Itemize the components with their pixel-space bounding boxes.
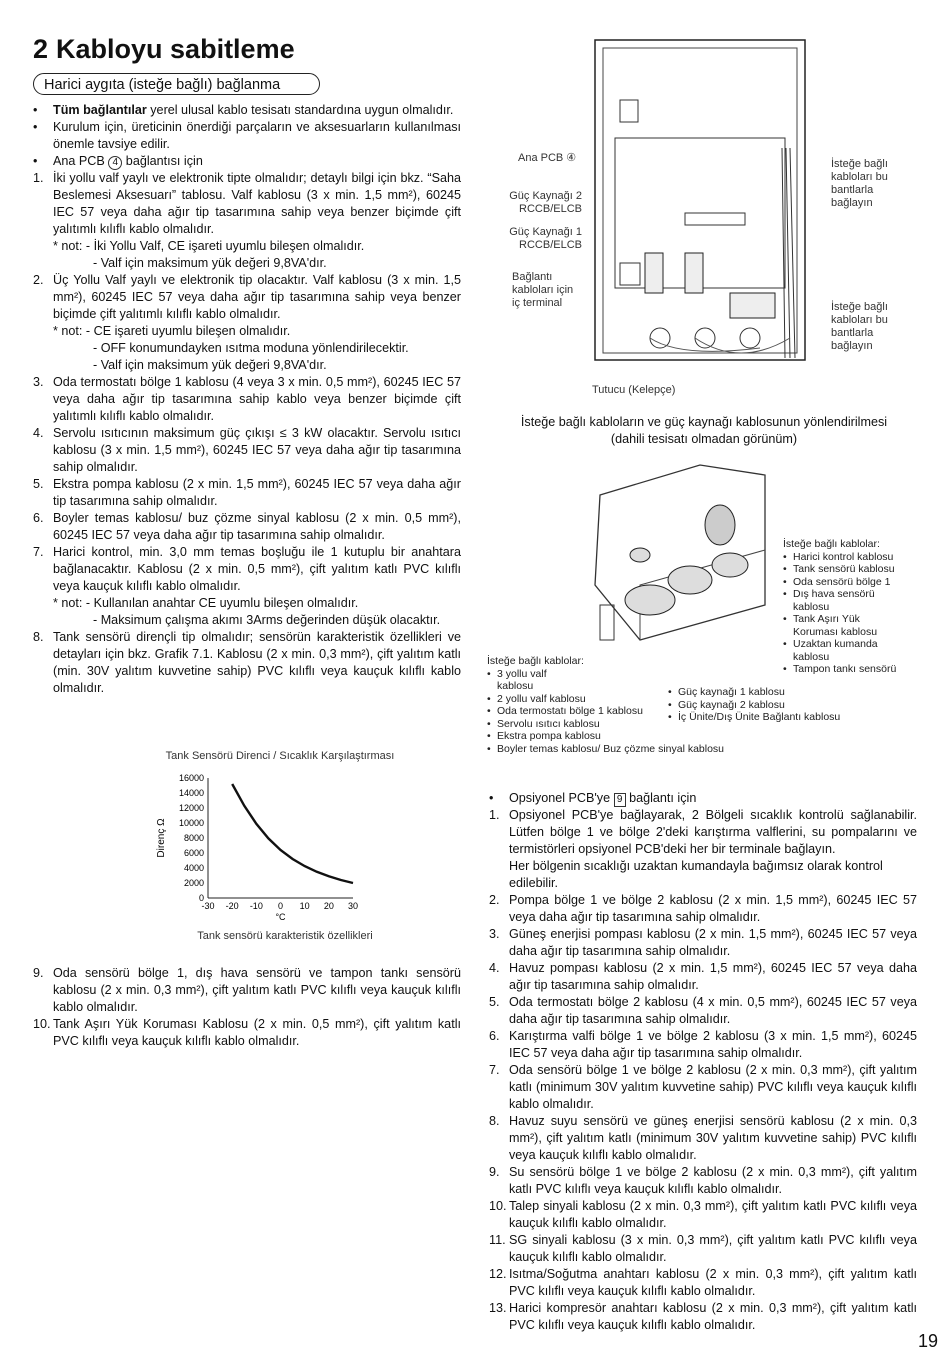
right-column	[489, 790, 917, 1334]
list-item: • Tank sensörü kablosu	[783, 563, 895, 575]
page-title	[33, 34, 295, 65]
list-item: • Uzaktan kumanda kablosu	[783, 638, 878, 663]
y-tick-label: 16000	[178, 773, 204, 783]
list-item: 9. Su sensörü bölge 1 ve bölge 2 kablosu (2 x min. 0,3 mm²), çift yalıtım katlı PVC kılıflı veya kauçuk kılıflı kablo olmalıdır.	[489, 1165, 917, 1196]
note-text: - Valf için maksimum yük değeri 9,8VA'dır.	[93, 256, 327, 270]
x-tick-label: 0	[277, 901, 284, 911]
x-tick-label: 20	[323, 901, 334, 911]
y-tick-label: 4000	[183, 863, 204, 873]
list-item: • Tampon tankı sensörü	[783, 663, 897, 675]
list-item: • Oda sensörü bölge 1	[783, 575, 891, 588]
y-tick-label: 10000	[178, 818, 204, 828]
list-item: 3. Güneş enerjisi pompası kablosu (2 x min. 1,5 mm²), 60245 IEC 57 veya daha ağır tip tasarımına sahip olmalıdır.	[489, 927, 917, 958]
note-text: * not: - CE işareti uyumlu bileşen olmalıdır.	[53, 324, 291, 338]
y-axis-label: Direnç Ω	[156, 818, 167, 858]
list-item: 1. İki yollu valf yaylı ve elektronik tipte olmalıdır; detaylı bilgi için bkz. “Saha Beslemesi Aksesuarı” tablosu. Valf kablosu (3 x min. 1,5 mm²), 60245 IEC 57 veya daha ağır tip tasarımına sahip veya benzer biçimde çift yalıtımlı kılıflı kablo olmalıdır.	[33, 171, 461, 236]
section-pill: Harici aygıta (isteğe bağlı) bağlanma	[33, 73, 320, 95]
label-istege-2: İsteğe bağlı kabloları bu bantlarla bağlayın	[831, 301, 888, 352]
list-item: 1. Opsiyonel PCB'ye bağlayarak, 2 Bölgeli sıcaklık kontrolü sağlanabilir. Lütfen bölge 1 ve bölge 2'deki karıştırma valflerini, su pompalarını ve termistörleri opsiyonel PCB'deki her bir terminale bağlayın.	[489, 808, 917, 856]
list-item: • Tank Aşırı Yük Koruması kablosu	[783, 613, 878, 638]
list-item: • Güç kaynağı 1 kablosu	[668, 686, 785, 698]
resistance-chart	[150, 770, 380, 925]
label-tutucu: Tutucu (Kelepçe)	[592, 384, 676, 396]
list-item: • İç Ünite/Dış Ünite Bağlantı kablosu	[668, 711, 841, 723]
x-tick-label: -30	[201, 901, 215, 911]
label-ana-pcb: Ana PCB ④	[518, 152, 577, 164]
y-tick-label: 2000	[183, 878, 204, 888]
list-item: 12. Isıtma/Soğutma anahtarı kablosu (2 x min. 0,3 mm²), çift yalıtım katlı PVC kılıflı veya kauçuk kılıflı kablo olmalıdır.	[489, 1267, 917, 1298]
left-column-lower	[33, 965, 461, 1050]
list-item: 13. Harici kompresör anahtarı kablosu (2 x min. 0,3 mm²), çift yalıtım katlı PVC kılıflı veya kauçuk kılıflı kablo olmalıdır.	[489, 1301, 917, 1332]
section-number: 2	[33, 34, 49, 64]
section-title: Kabloyu sabitleme	[56, 34, 295, 64]
chart-title: Tank Sensörü Direnci / Sıcaklık Karşılaştırması	[165, 750, 395, 762]
left-column-upper	[33, 102, 461, 697]
page-number: 19	[917, 1331, 938, 1351]
list-item: 5. Ekstra pompa kablosu (2 x min. 1,5 mm²), 60245 IEC 57 veya daha ağır tip tasarımına sahip olmalıdır.	[33, 477, 461, 508]
list-item: 10. Talep sinyali kablosu (2 x min. 0,3 mm²), çift yalıtım katlı PVC kılıflı veya kauçuk kılıflı kablo olmalıdır.	[489, 1199, 917, 1230]
right-list: İsteğe bağlı kablolar: • Harici kontrol kablosu • Tank sensörü kablosu • Oda sensörü bölge 1 • Dış hava sensörü kablosu • Tank Aşırı Yük Koruması kablosu • Uzaktan kumanda kablosu • Tampon tankı sensörü	[783, 538, 897, 675]
note-text: * not: - İki Yollu Valf, CE işareti uyumlu bileşen olmalıdır.	[53, 239, 365, 253]
label-istege-1: İsteğe bağlı kabloları bu bantlarla bağlayın	[831, 158, 888, 209]
note-text: - OFF konumundayken ısıtma moduna yönlendirilecektir.	[93, 341, 409, 355]
left-list: İsteğe bağlı kablolar: • 3 yollu valf kablosu • 2 yollu valf kablosu • Oda termostatı bölge 1 kablosu • Servolu ısıtıcı kablosu • Ekstra pompa kablosu • Boyler temas kablosu/ Buz çözme sinyal kablosu	[487, 655, 725, 755]
label-guc2: Güç Kaynağı 2 RCCB/ELCB	[509, 190, 582, 215]
circle-number-icon: 4	[108, 156, 122, 170]
x-tick-label: -20	[225, 901, 239, 911]
list-item: • Ana PCB 4 bağlantısı için	[33, 154, 203, 168]
y-tick-label: 6000	[183, 848, 204, 858]
list-item: 6. Boyler temas kablosu/ buz çözme sinyal kablosu (2 x min. 0,5 mm²), 60245 IEC 57 veya daha ağır tip tasarımına sahip olmalıdır.	[33, 511, 461, 542]
list-item: 9. Oda sensörü bölge 1, dış hava sensörü ve tampon tankı sensörü kablosu (2 x min. 0,3 mm²), çift yalıtım katlı PVC kılıflı veya kauçuk kılıflı kablo olmalıdır.	[33, 966, 461, 1014]
cable-entry-diagram	[580, 455, 780, 655]
diagram1-caption: İsteğe bağlı kabloların ve güç kaynağı kablosunun yönlendirilmesi (dahili tesisatı olmadan görünüm)	[520, 415, 888, 446]
list-item: 8. Havuz suyu sensörü ve güneş enerjisi sensörü kablosu (2 x min. 0,3 mm²), çift yalıtım katlı (minimum 30V yalıtım kuvvetine sahip) PVC kılıflı veya kauçuk kılıflı kablo olmalıdır.	[489, 1114, 917, 1162]
chart-caption: Tank sensörü karakteristik özellikleri	[197, 930, 373, 942]
list-item: 10. Tank Aşırı Yük Koruması Kablosu (2 x min. 0,5 mm²), çift yalıtım katlı PVC kılıflı veya kauçuk kılıflı kablo olmalıdır.	[33, 1017, 461, 1048]
list-item: 4. Servolu ısıtıcının maksimum güç çıkışı ≤ 3 kW olacaktır. Servolu ısıtıcı kablosu (3 x min. 1,5 mm²), 60245 IEC 57 veya daha ağır tip tasarımına sahip olmalıdır.	[33, 426, 461, 474]
list-item: • Boyler temas kablosu/ Buz çözme sinyal kablosu	[487, 742, 725, 755]
list-item: • Dış hava sensörü kablosu	[783, 588, 875, 613]
note-text: - Valf için maksimum yük değeri 9,8VA'dır.	[93, 358, 327, 372]
x-tick-label: 10	[299, 901, 310, 911]
list-item: 7. Harici kontrol, min. 3,0 mm temas boşluğu ile 1 kutuplu bir anahtara bağlanacaktır. Kablosu (2 x min. 0,5 mm²), çift yalıtım katlı PVC kılıflı veya kauçuk kılıflı kablo olmalıdır.	[33, 545, 461, 593]
note-text: - Maksimum çalışma akımı 3Arms değerinden düşük olacaktır.	[93, 613, 441, 627]
list-item: • Oda termostatı bölge 1 kablosu	[487, 705, 643, 717]
list-item: • Tüm bağlantılar yerel ulusal kablo tesisatı standardına uygun olmalıdır.	[33, 103, 454, 117]
list-item: • Harici kontrol kablosu	[783, 550, 894, 563]
y-tick-label: 14000	[178, 788, 204, 798]
list-item: • Kurulum için, üreticinin önerdiği parçaların ve aksesuarların kullanılması önemle tavsiye edilir.	[33, 120, 461, 151]
list-item: 2. Pompa bölge 1 ve bölge 2 kablosu (2 x min. 1,5 mm²), 60245 IEC 57 veya daha ağır tip tasarımına sahip olmalıdır.	[489, 893, 917, 924]
label-guc1: Güç Kaynağı 1 RCCB/ELCB	[509, 226, 582, 251]
list-item: • 2 yollu valf kablosu	[487, 692, 586, 705]
list-item: • 3 yollu valf kablosu	[487, 667, 547, 692]
note-text: * not: - Kullanılan anahtar CE uyumlu bileşen olmalıdır.	[53, 596, 359, 610]
list-item: 8. Tank sensörü dirençli tip olmalıdır; sensörün karakteristik özellikleri ve detayları için bkz. Grafik 7.1. Kablosu (2 x min. 0,3 mm²), çift yalıtım katlı (min. 30V yalıtım kuvvetine sahip) PVC kılıflı veya kauçuk kılıflı kablo olmalıdır.	[33, 630, 461, 695]
list-item: 11. SG sinyali kablosu (3 x min. 0,3 mm²), çift yalıtım katlı PVC kılıflı veya kauçuk kılıflı kablo olmalıdır.	[489, 1233, 917, 1264]
x-tick-label: 30	[347, 901, 359, 911]
y-tick-label: 0	[198, 893, 204, 903]
x-tick-label: -10	[249, 901, 263, 911]
unit-wiring-diagram	[590, 38, 840, 383]
list-item: 5. Oda termostatı bölge 2 kablosu (4 x min. 0,5 mm²), 60245 IEC 57 veya daha ağır tip tasarımına sahip olmalıdır.	[489, 995, 917, 1026]
list-item: • Servolu ısıtıcı kablosu	[487, 717, 600, 730]
x-axis-label: °C	[275, 912, 286, 922]
list-item: • Güç kaynağı 2 kablosu	[668, 698, 785, 711]
label-baglanti: Bağlantı kabloları için iç terminal	[512, 271, 574, 309]
y-tick-label: 8000	[183, 833, 204, 843]
chart-block	[115, 750, 445, 763]
series-line	[232, 784, 353, 883]
y-tick-label: 12000	[178, 803, 204, 813]
list-item: 7. Oda sensörü bölge 1 ve bölge 2 kablosu (2 x min. 0,3 mm²), çift yalıtım katlı (minimum 30V yalıtım kuvvetine sahip) PVC kılıflı veya kauçuk kılıflı kablo olmalıdır.	[489, 1063, 917, 1111]
note-text: Her bölgenin sıcaklığı uzaktan kumandayla bağımsız olarak kontrol edilebilir.	[509, 859, 883, 890]
list-item: • Ekstra pompa kablosu	[487, 730, 601, 742]
list-item: 3. Oda termostatı bölge 1 kablosu (4 veya 3 x min. 0,5 mm²), 60245 IEC 57 veya daha ağır tip tasarımına sahip kablo veya benzer biçimde çift yalıtımlı kılıflı kablo olmalıdır.	[33, 375, 461, 423]
list-item: • Opsiyonel PCB'ye 9 bağlantı için	[489, 791, 697, 805]
box-number-icon: 9	[614, 793, 626, 807]
list-item: 6. Karıştırma valfi bölge 1 ve bölge 2 kablosu (3 x min. 1,5 mm²), 60245 IEC 57 veya daha ağır tip tasarımına sahip olmalıdır.	[489, 1029, 917, 1060]
list-item: 2. Üç Yollu Valf yaylı ve elektronik tip olacaktır. Valf kablosu (3 x min. 1,5 mm²), 60245 IEC 57 veya daha ağır tip tasarımına sahip veya benzer biçimde çift yalıtımlı kılıflı kablo olmalıdır.	[33, 273, 461, 321]
list-item: 4. Havuz pompası kablosu (2 x min. 1,5 mm²), 60245 IEC 57 veya daha ağır tip tasarımına sahip olmalıdır.	[489, 961, 917, 992]
